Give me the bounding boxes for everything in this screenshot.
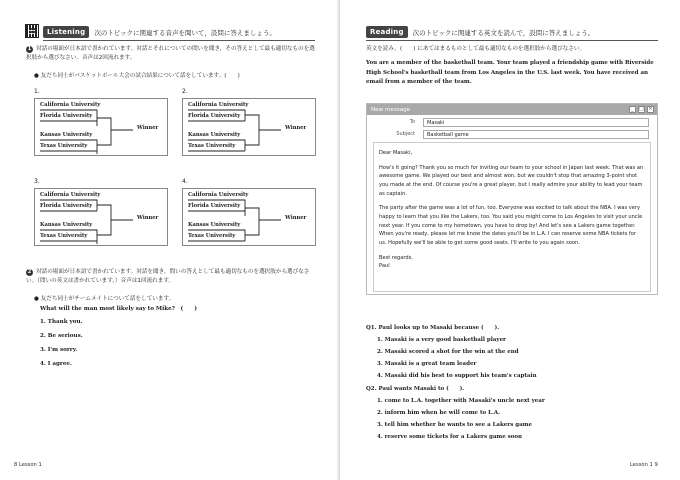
- qr-code-icon[interactable]: [25, 24, 39, 38]
- reading-q1-option-2[interactable]: 2. Masaki scored a shot for the win at the end: [377, 349, 519, 355]
- q2-option-1[interactable]: 1. Thank you.: [40, 319, 83, 325]
- q2-number: 2: [27, 269, 32, 275]
- q2-question: What will the man most likely say to Mike? ( ): [40, 306, 198, 312]
- to-row: [367, 117, 657, 129]
- email-closing: Best regards,: [379, 254, 413, 261]
- bracket-3-team-1: California University: [40, 192, 101, 198]
- bracket-2-team-4: Texas University: [188, 143, 236, 149]
- reading-rule: [366, 40, 658, 41]
- bracket-2[interactable]: [182, 98, 316, 156]
- bracket-1-winner: Winner: [137, 125, 159, 131]
- q2-instruction: [26, 268, 318, 285]
- q1-situation: ● 友だち同士がバスケットボール大会の試合結果について話をしています。( ): [34, 73, 240, 79]
- listening-title: 次のトピックに関連する音声を聞いて，設問に答えましょう。: [94, 28, 276, 37]
- q1-text: 対話の場面が日本語で書かれています。対話とそれについての問いを聞き，その答えとして最も適切なものを選択肢から選びなさい。音声は2回流れます。: [26, 46, 315, 61]
- bracket-1-team-2: Florida University: [40, 113, 93, 119]
- listening-header: [43, 25, 276, 39]
- reading-q2-stem: Q2. Paul wants Masaki to ( ).: [366, 386, 465, 392]
- reading-q1-option-1[interactable]: 1. Masaki is a very good basketball player: [377, 337, 506, 343]
- to-field[interactable]: Masaki: [423, 118, 649, 127]
- email-paragraph-1: How's it going? Thank you so much for inviting our team to your school in Japan last week. That was an awesome game. We played our best and almost won, but we couldn't stop that amazing 3-point shot you made at the end. Of course you're a great player, but I really admire your ability to lead your team as captain.: [379, 164, 644, 197]
- bracket-3-number: 3.: [34, 178, 40, 185]
- reading-q2-option-1[interactable]: 1. come to L.A. together with Masaki's uncle next year: [377, 398, 545, 404]
- bracket-1-team-4: Texas University: [40, 143, 88, 149]
- q2-option-3[interactable]: 3. I'm sorry.: [40, 347, 78, 353]
- window-controls: [629, 106, 654, 113]
- maximize-icon[interactable]: □: [639, 106, 644, 112]
- right-page-footer: Lesson 1 9: [630, 462, 658, 468]
- email-paragraph-2: The party after the game was a lot of fun, too. Everyone was excited to talk about the NBA. I was very happy to learn that you like the Lakers, too. You said you might come to Los Angeles to visit your uncle next year. If you come to my hometown, you have to drop by! And let's see a Lakers game together. When you're ready, please let me know the dates you'll be in L.A. I can reserve some NBA tickets for us. Hopefully we'll be able to get some good seats. I'll write to you again soon.: [379, 205, 643, 246]
- reading-q1-option-3[interactable]: 3. Masaki is a great team leader: [377, 361, 477, 367]
- email-titlebar: [367, 104, 657, 115]
- email-window-title: New message: [371, 106, 411, 113]
- bracket-1[interactable]: [34, 98, 168, 156]
- reading-tag: Reading: [366, 26, 408, 38]
- q2-option-2[interactable]: 2. Be serious.: [40, 333, 83, 339]
- reading-q2-option-2[interactable]: 2. inform him when he will come to L.A.: [377, 410, 501, 416]
- reading-header: [366, 25, 594, 39]
- email-signature: Paul: [379, 263, 390, 270]
- bracket-4-team-3: Kansas University: [188, 222, 241, 228]
- right-page: [340, 0, 680, 480]
- reading-q2-option-3[interactable]: 3. tell him whether he wants to see a Lakers game: [377, 422, 532, 428]
- q1-number: 1: [27, 46, 32, 52]
- bracket-2-number: 2.: [182, 88, 188, 95]
- bracket-4-team-2: Florida University: [188, 203, 241, 209]
- email-body[interactable]: [373, 142, 651, 292]
- reading-q1-option-4[interactable]: 4. Masaki did his best to support his team's captain: [377, 373, 537, 379]
- bracket-4-team-1: California University: [188, 192, 249, 198]
- listening-tag: Listening: [43, 26, 89, 38]
- minimize-icon[interactable]: _: [629, 106, 636, 113]
- q2-option-4[interactable]: 4. I agree.: [40, 361, 72, 367]
- q1-instruction: [26, 45, 318, 62]
- bracket-4-number: 4.: [182, 178, 188, 185]
- bracket-2-team-2: Florida University: [188, 113, 241, 119]
- bracket-3-team-3: Kansas University: [40, 222, 93, 228]
- bracket-3-winner: Winner: [137, 215, 159, 221]
- reading-intro: You are a member of the basketball team. Your team played a friendship game with Riverside High School's basketball team from Los Angeles in the U.S. last week. You have received an email from a member of the team.: [366, 60, 654, 86]
- bracket-4[interactable]: [182, 188, 316, 246]
- bracket-1-team-1: California University: [40, 102, 101, 108]
- bracket-3-team-4: Texas University: [40, 233, 88, 239]
- bracket-2-team-1: California University: [188, 102, 249, 108]
- subject-label: Subject: [396, 131, 415, 137]
- bracket-2-team-3: Kansas University: [188, 132, 241, 138]
- bracket-4-winner: Winner: [285, 215, 307, 221]
- subject-field[interactable]: Basketball game: [423, 130, 649, 139]
- bracket-3[interactable]: [34, 188, 168, 246]
- close-icon[interactable]: ×: [648, 106, 653, 112]
- q2-text: 対話の場面が日本語で書かれています。対話を聞き，問いの答えとして最も適切なものを選択肢から選びなさい。（問いの英文は書かれています。）音声は1回流れます。: [26, 269, 310, 284]
- email-greeting: Dear Masaki,: [379, 150, 413, 156]
- bracket-1-team-3: Kansas University: [40, 132, 93, 138]
- bracket-1-number: 1.: [34, 88, 40, 95]
- left-page-footer: 8 Lesson 1: [14, 462, 42, 468]
- q2-situation: ● 友だち同士がチームメイトについて話をしています。: [34, 296, 175, 302]
- reading-instruction: 英文を読み，( ) にあてはまるものとして最も適切なものを選択肢から選びなさい。: [366, 46, 586, 52]
- reading-q2-option-4[interactable]: 4. reserve some tickets for a Lakers game soon: [377, 434, 523, 440]
- reading-q1-stem: Q1. Paul looks up to Masaki because ( ).: [366, 325, 500, 331]
- bracket-4-team-4: Texas University: [188, 233, 236, 239]
- listening-rule: [43, 40, 315, 41]
- bracket-2-winner: Winner: [285, 125, 307, 131]
- reading-title: 次のトピックに関連する英文を読んで，設問に答えましょう。: [412, 28, 595, 37]
- to-label: To: [409, 119, 415, 125]
- subject-row: [367, 129, 657, 141]
- bracket-3-team-2: Florida University: [40, 203, 93, 209]
- email-window: [366, 103, 658, 295]
